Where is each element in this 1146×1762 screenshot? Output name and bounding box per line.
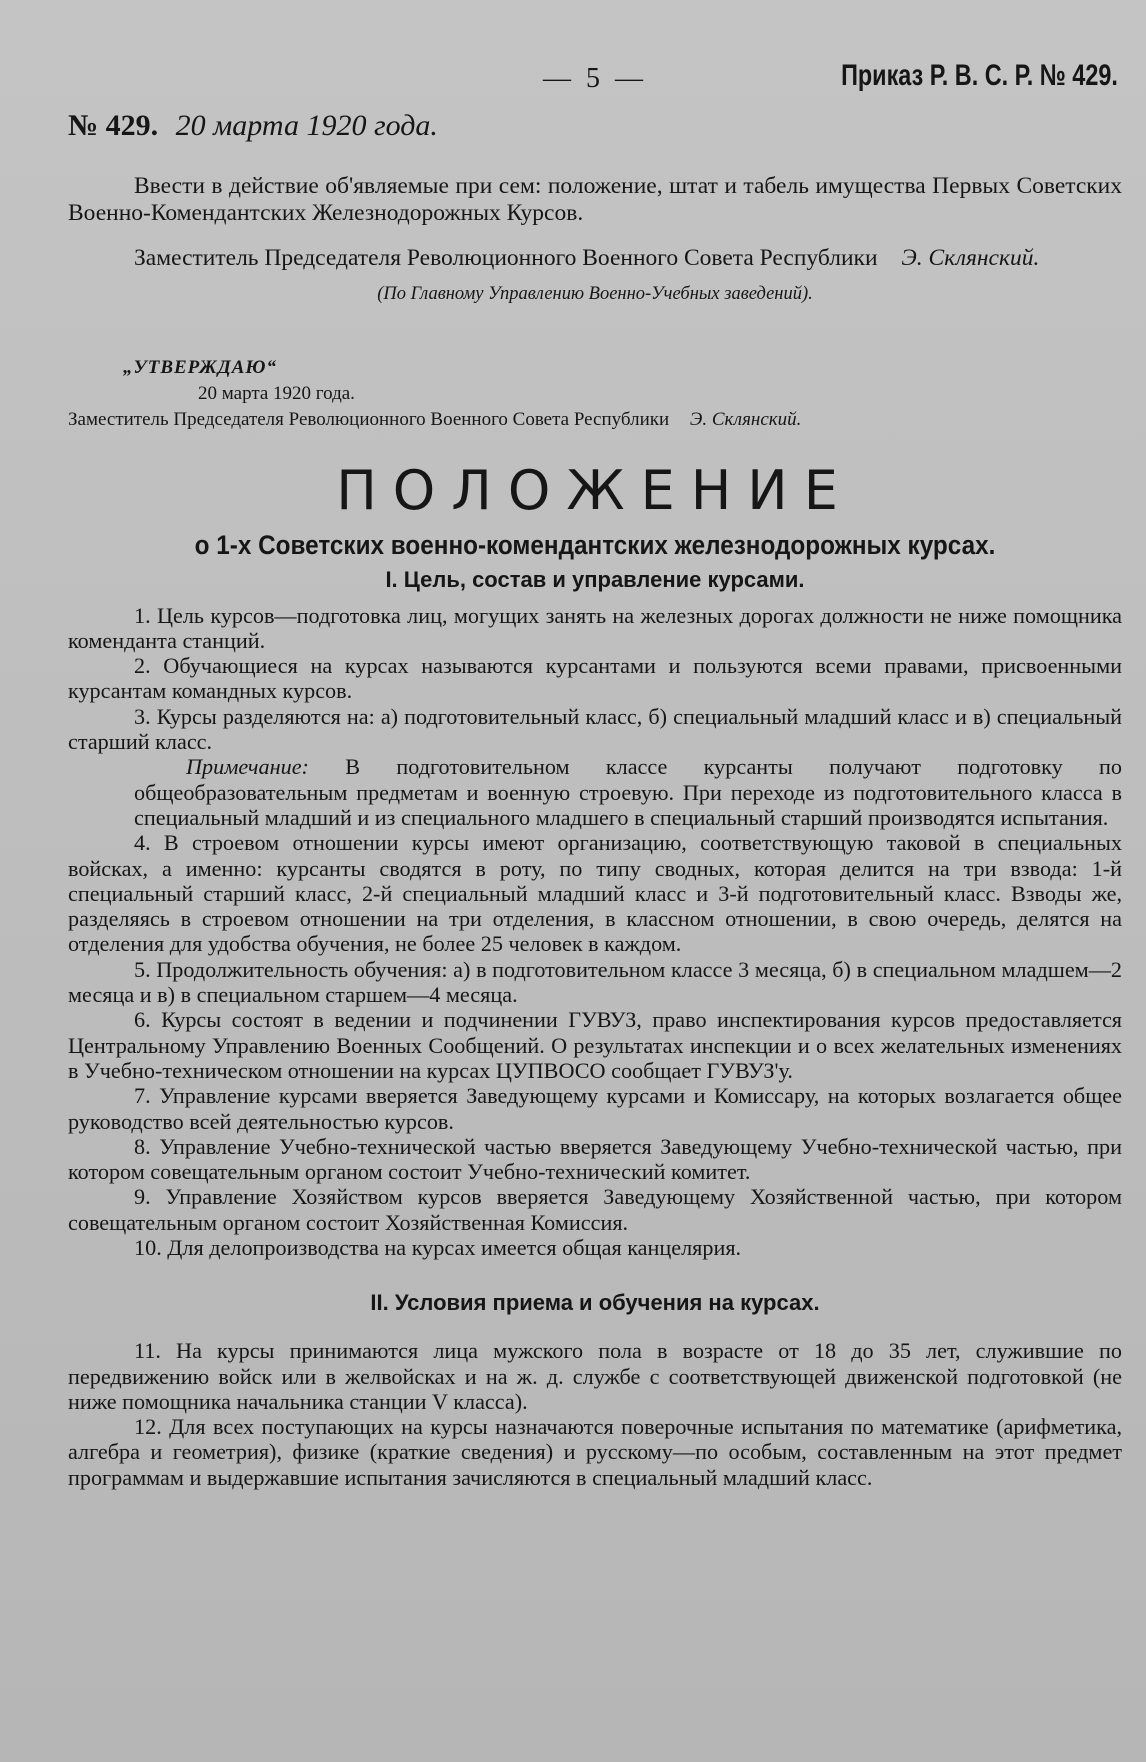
order-number: № 429. xyxy=(68,109,159,142)
issuing-department: (По Главному Управлению Военно-Учебных заведений). xyxy=(377,283,813,304)
section-heading: II. Условия приема и обучения на курсах. xyxy=(370,1290,820,1316)
section-heading: I. Цель, состав и управление курсами. xyxy=(385,566,805,592)
order-heading xyxy=(68,109,1122,143)
approval-stamp: „УТВЕРЖДАЮ“ xyxy=(123,356,277,378)
list-item: 3. Курсы разделяются на: а) подготовительный класс, б) специальный младший класс и в) специальный старший класс. xyxy=(68,703,1122,755)
running-head xyxy=(68,55,1122,103)
approval-signature xyxy=(68,409,1122,431)
order-signature xyxy=(134,245,1122,272)
list-item: 10. Для делопроизводства на курсах имеется общая канцелярия. xyxy=(134,1234,742,1260)
list-item: 7. Управление курсами вверяется Заведующему курсами и Комиссару, на которых возлагается общее руководство всей деятельностью курсов. xyxy=(68,1083,1122,1134)
order-intro: Ввести в действие об'являемые при сем: положение, штат и табель имущества Первых Советских Военно-Комендантских Железнодорожных Курсов. xyxy=(68,173,1122,226)
page-number: — 5 — xyxy=(543,63,647,94)
note xyxy=(68,754,1122,830)
signatory-position: Заместитель Председателя Революционного Военного Совета Республики xyxy=(134,244,878,271)
note-label: Примечание: xyxy=(186,754,309,780)
list-item: 8. Управление Учебно-технической частью вверяется Заведующему Учебно-технической частью, при котором совещательным органом состоит Учебно-технический комитет. xyxy=(68,1133,1122,1185)
list-item: 4. В строевом отношении курсы имеют организацию, соответствующую таковой в специальных войсках, а именно: курсанты сводятся в роту, по типу сводных, которая делится на три взвода: 1-й специальный старший класс, 2-й специальный младший класс и 3-й подготовительный класс. Взводы же, разделяясь в строевом отношении на три отделения, в классном отношении, в свою очередь, делятся на отделения для удобства обучения, не более 25 человек в каждом. xyxy=(68,830,1122,957)
note-text: В подготовительном классе курсанты получают подготовку по общеобразовательным предметам и военную строевую. При переходе из подготовительного класса в специальный младший и из специального младшего в специальный старший производятся испытания. xyxy=(134,754,1123,830)
order-date: 20 марта 1920 года. xyxy=(175,109,438,142)
list-item: 9. Управление Хозяйством курсов вверяется Заведующему Хозяйственной частью, при котором совещательным органом состоит Хозяйственная Комиссия. xyxy=(68,1184,1122,1235)
list-item: 1. Цель курсов—подготовка лиц, могущих занять на железных дорогах должности не ниже помощника коменданта станций. xyxy=(68,602,1122,653)
list-item: 2. Обучающиеся на курсах называются курсантами и пользуются всеми правами, присвоенными курсантам командных курсов. xyxy=(68,653,1122,704)
section-1-body xyxy=(68,603,1122,1261)
document-subtitle: о 1-х Советских военно-комендантских железнодорожных курсах. xyxy=(194,529,996,560)
list-item: 12. Для всех поступающих на курсы назначаются поверочные испытания по математике (арифметика, алгебра и геометрия), физике (краткие сведения) и русскому—по особым, составленным на этот предмет программам и выдержавшие испытания зачисляются в специальный младший класс. xyxy=(68,1414,1122,1490)
order-reference: Приказ Р. В. С. Р. № 429. xyxy=(841,59,1118,92)
approver-name: Э. Склянский. xyxy=(689,408,802,430)
signatory-name: Э. Склянский. xyxy=(901,244,1040,271)
approver-position: Заместитель Председателя Революционного Военного Совета Республики xyxy=(68,408,670,430)
list-item: 6. Курсы состоят в ведении и подчинении ГУВУЗ, право инспектирования курсов предоставляется Центральному Управлению Военных Сообщений. О результатах инспекции и о всех желательных изменениях в Учебно-техническом отношении на курсах ЦУПВОСО сообщает ГУВУЗ'у. xyxy=(68,1007,1122,1083)
approval-date: 20 марта 1920 года. xyxy=(198,382,355,404)
section-2-body xyxy=(68,1338,1122,1490)
document-title: ПОЛОЖЕНИЕ xyxy=(336,458,854,522)
list-item: 5. Продолжительность обучения: а) в подготовительном классе 3 месяца, б) в специальном младшем—2 месяца и в) в специальном старшем—4 месяца. xyxy=(68,956,1122,1008)
list-item: 11. На курсы принимаются лица мужского пола в возрасте от 18 до 35 лет, служившие по передвижению войск или в желвойсках и на ж. д. службе с соответствующей движенской подготовкой (не ниже помощника начальника станции V класса). xyxy=(68,1338,1122,1414)
